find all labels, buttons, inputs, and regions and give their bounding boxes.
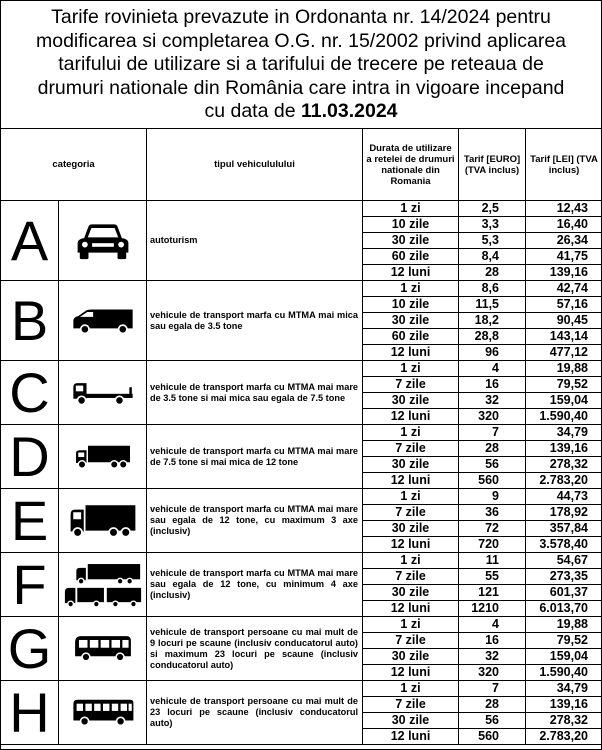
- tariff-lei-cell: 278,32: [526, 457, 602, 473]
- tariff-lei-cell: 1.590,40: [526, 409, 602, 425]
- tariff-lei-cell: 79,52: [526, 633, 602, 649]
- duration-cell: 30 zile: [363, 313, 459, 329]
- duration-cell: 1 zi: [363, 361, 459, 377]
- vehicle-type-description: autoturism: [147, 201, 363, 281]
- tariff-eur-cell: 16: [459, 633, 526, 649]
- table-row: [1, 617, 602, 633]
- tariff-lei-cell: 41,75: [526, 249, 602, 265]
- vehicle-icon-cell: [59, 617, 147, 681]
- duration-cell: 30 zile: [363, 713, 459, 729]
- vehicle-icon-cell: [59, 489, 147, 553]
- tariff-lei-cell: 143,14: [526, 329, 602, 345]
- minibus-icon: [72, 633, 134, 664]
- tariff-eur-cell: 4: [459, 617, 526, 633]
- tariff-eur-cell: 121: [459, 585, 526, 601]
- tariff-eur-cell: 320: [459, 409, 526, 425]
- tariff-eur-cell: 32: [459, 393, 526, 409]
- flatbed-truck-icon: [70, 379, 136, 407]
- duration-cell: 60 zile: [363, 329, 459, 345]
- bus-icon: [71, 698, 135, 727]
- duration-cell: 7 zile: [363, 505, 459, 521]
- duration-cell: 7 zile: [363, 441, 459, 457]
- duration-cell: 1 zi: [363, 425, 459, 441]
- tariff-eur-cell: 8,4: [459, 249, 526, 265]
- duration-cell: 1 zi: [363, 681, 459, 697]
- tariff-lei-cell: 357,84: [526, 521, 602, 537]
- tariff-eur-cell: 11: [459, 553, 526, 569]
- tariff-lei-cell: 601,37: [526, 585, 602, 601]
- tariff-eur-cell: 28: [459, 441, 526, 457]
- header-vehicle-type: tipul vehicululului: [147, 129, 363, 201]
- tariff-lei-cell: 278,32: [526, 713, 602, 729]
- tariff-lei-cell: 19,88: [526, 617, 602, 633]
- duration-cell: 12 luni: [363, 665, 459, 681]
- category-letter: F: [1, 553, 59, 617]
- table-row: [1, 281, 602, 297]
- title-line-1: Tarife rovinieta prevazute in Ordonanta nr. 14/2024 pentru: [51, 6, 551, 28]
- tariff-lei-cell: 139,16: [526, 697, 602, 713]
- tariff-eur-cell: 320: [459, 665, 526, 681]
- duration-cell: 12 luni: [363, 409, 459, 425]
- tariff-lei-cell: 19,88: [526, 361, 602, 377]
- table-header-row: [1, 129, 602, 201]
- vehicle-type-description: vehicule de transport marfa cu MTMA mai mare de 3.5 tone si mai mica sau egala de 7.5 tone: [147, 361, 363, 425]
- tariff-lei-cell: 3.578,40: [526, 537, 602, 553]
- tariff-lei-cell: 16,40: [526, 217, 602, 233]
- tariff-lei-cell: 12,43: [526, 201, 602, 217]
- tariff-lei-cell: 44,73: [526, 489, 602, 505]
- duration-cell: 30 zile: [363, 585, 459, 601]
- duration-cell: 7 zile: [363, 377, 459, 393]
- table-row: [1, 201, 602, 217]
- category-letter: G: [1, 617, 59, 681]
- tariff-eur-cell: 96: [459, 345, 526, 361]
- tariff-eur-cell: 9: [459, 489, 526, 505]
- duration-cell: 1 zi: [363, 553, 459, 569]
- category-letter: A: [1, 201, 59, 281]
- tariff-lei-cell: 90,45: [526, 313, 602, 329]
- vehicle-icon-cell: [59, 681, 147, 745]
- tariff-eur-cell: 8,6: [459, 281, 526, 297]
- header-tariff-eur: Tarif [EURO] (TVA inclus): [459, 129, 526, 201]
- tariff-eur-cell: 28: [459, 697, 526, 713]
- category-letter: C: [1, 361, 59, 425]
- tariff-lei-cell: 54,67: [526, 553, 602, 569]
- vehicle-type-description: vehicule de transport persoane cu mai mult de 9 locuri pe scaune (inclusiv conducatorul auto) si maximum 23 locuri pe scaune (inclusiv conducatorul auto): [147, 617, 363, 681]
- title-line-5: [1, 100, 601, 124]
- tariff-lei-cell: 6.013,70: [526, 601, 602, 617]
- tariff-eur-cell: 720: [459, 537, 526, 553]
- tariff-lei-cell: 34,79: [526, 425, 602, 441]
- tariff-eur-cell: 56: [459, 457, 526, 473]
- vehicle-icon-cell: [59, 281, 147, 361]
- tariff-lei-cell: 79,52: [526, 377, 602, 393]
- category-letter: E: [1, 489, 59, 553]
- duration-cell: 10 zile: [363, 297, 459, 313]
- vehicle-icon-cell: [59, 553, 147, 617]
- tariff-eur-cell: 32: [459, 649, 526, 665]
- van-icon: [70, 307, 136, 335]
- tariff-eur-cell: 72: [459, 521, 526, 537]
- trailer-truck-icon: [63, 563, 143, 607]
- title-date-prefix: cu data de: [204, 100, 301, 122]
- title-line-2: modificarea si completarea O.G. nr. 15/2002 privind aplicarea: [35, 29, 567, 52]
- vehicle-icon-cell: [59, 201, 147, 281]
- category-letter: D: [1, 425, 59, 489]
- header-duration: Durata de utilizare a retelei de drumuri nationale din Romania: [363, 129, 459, 201]
- tariff-eur-cell: 5,3: [459, 233, 526, 249]
- duration-cell: 7 zile: [363, 697, 459, 713]
- vehicle-type-description: vehicule de transport marfa cu MTMA mai mare sau egala de 12 tone, cu minimum 4 axe (inclusiv): [147, 553, 363, 617]
- tariff-eur-cell: 55: [459, 569, 526, 585]
- table-row: [1, 553, 602, 569]
- duration-cell: 1 zi: [363, 281, 459, 297]
- tariff-lei-cell: 159,04: [526, 393, 602, 409]
- tariff-lei-cell: 26,34: [526, 233, 602, 249]
- vehicle-type-description: vehicule de transport marfa cu MTMA mai mare sau egala de 12 tone, cu maximum 3 axe (inclusiv): [147, 489, 363, 553]
- vehicle-icon-cell: [59, 425, 147, 489]
- vehicle-type-description: vehicule de transport persoane cu mai mult de 23 locuri pe scaune (inclusiv conducatorul auto): [147, 681, 363, 745]
- category-letter: B: [1, 281, 59, 361]
- duration-cell: 30 zile: [363, 521, 459, 537]
- tariff-lei-cell: 477,12: [526, 345, 602, 361]
- duration-cell: 1 zi: [363, 617, 459, 633]
- duration-cell: 12 luni: [363, 729, 459, 745]
- tariff-eur-cell: 36: [459, 505, 526, 521]
- tariff-eur-cell: 1210: [459, 601, 526, 617]
- header-category: categoria: [1, 129, 147, 201]
- tariff-eur-cell: 11,5: [459, 297, 526, 313]
- heavy-truck-icon: [68, 503, 138, 539]
- duration-cell: 7 zile: [363, 569, 459, 585]
- duration-cell: 1 zi: [363, 489, 459, 505]
- tariff-eur-cell: 560: [459, 473, 526, 489]
- tariff-lei-cell: 42,74: [526, 281, 602, 297]
- duration-cell: 60 zile: [363, 249, 459, 265]
- duration-cell: 30 zile: [363, 457, 459, 473]
- tariff-lei-cell: 57,16: [526, 297, 602, 313]
- table-row: [1, 489, 602, 505]
- tariff-eur-cell: 3,3: [459, 217, 526, 233]
- tariff-lei-cell: 178,92: [526, 505, 602, 521]
- table-row: [1, 681, 602, 697]
- car-icon: [74, 222, 132, 260]
- duration-cell: 10 zile: [363, 217, 459, 233]
- tariff-eur-cell: 560: [459, 729, 526, 745]
- vehicle-type-description: vehicule de transport marfa cu MTMA mai mica sau egala de 3.5 tone: [147, 281, 363, 361]
- tariff-eur-cell: 2,5: [459, 201, 526, 217]
- document-title: [1, 1, 601, 129]
- duration-cell: 12 luni: [363, 537, 459, 553]
- vehicle-type-description: vehicule de transport marfa cu MTMA mai mare de 7.5 tone si mai mica de 12 tone: [147, 425, 363, 489]
- duration-cell: 7 zile: [363, 633, 459, 649]
- tariff-eur-cell: 16: [459, 377, 526, 393]
- tariff-eur-cell: 28: [459, 265, 526, 281]
- duration-cell: 1 zi: [363, 201, 459, 217]
- duration-cell: 12 luni: [363, 345, 459, 361]
- tariff-lei-cell: 139,16: [526, 441, 602, 457]
- tariff-eur-cell: 28,8: [459, 329, 526, 345]
- category-letter: H: [1, 681, 59, 745]
- tariff-lei-cell: 273,35: [526, 569, 602, 585]
- table-row: [1, 425, 602, 441]
- tariff-eur-cell: 18,2: [459, 313, 526, 329]
- tariff-eur-cell: 7: [459, 681, 526, 697]
- tariff-eur-cell: 7: [459, 425, 526, 441]
- table-body: [1, 201, 602, 745]
- tariff-lei-cell: 34,79: [526, 681, 602, 697]
- duration-cell: 30 zile: [363, 233, 459, 249]
- tariff-lei-cell: 139,16: [526, 265, 602, 281]
- duration-cell: 12 luni: [363, 473, 459, 489]
- effective-date: 11.03.2024: [300, 100, 398, 122]
- tariff-lei-cell: 2.783,20: [526, 729, 602, 745]
- tariff-eur-cell: 56: [459, 713, 526, 729]
- duration-cell: 12 luni: [363, 265, 459, 281]
- duration-cell: 30 zile: [363, 649, 459, 665]
- vehicle-icon-cell: [59, 361, 147, 425]
- box-truck-icon: [73, 444, 133, 470]
- tariff-lei-cell: 159,04: [526, 649, 602, 665]
- title-line-3: tarifului de utilizare si a tarifului de trecere pe reteaua de: [58, 53, 544, 75]
- tariff-lei-cell: 1.590,40: [526, 665, 602, 681]
- tariff-eur-cell: 4: [459, 361, 526, 377]
- duration-cell: 12 luni: [363, 601, 459, 617]
- tariff-table: [0, 128, 602, 745]
- duration-cell: 30 zile: [363, 393, 459, 409]
- tariff-lei-cell: 2.783,20: [526, 473, 602, 489]
- title-line-4: drumuri nationale din România care intra in vigoare incepand: [37, 76, 565, 99]
- table-row: [1, 361, 602, 377]
- header-tariff-lei: Tarif [LEI] (TVA inclus): [526, 129, 602, 201]
